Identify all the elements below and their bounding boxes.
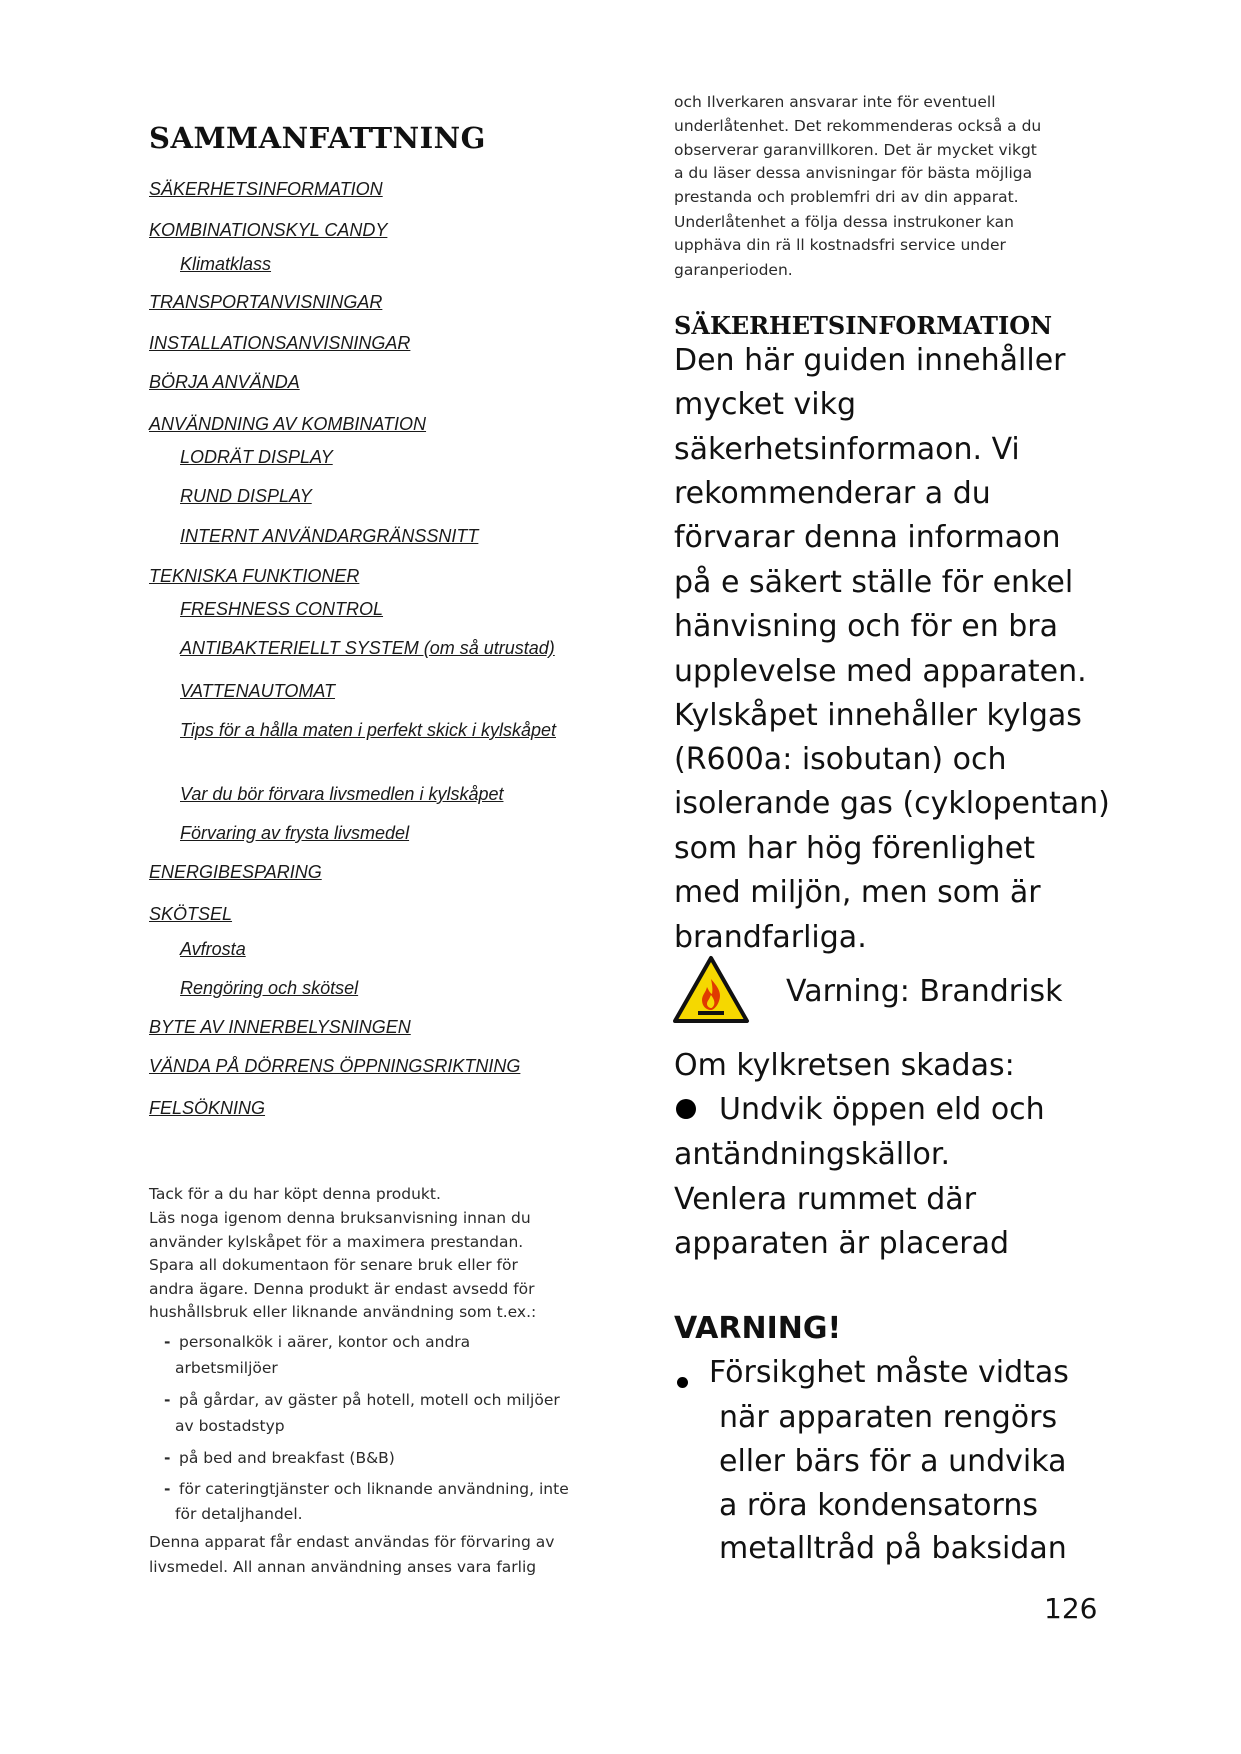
toc-link[interactable]: ANVÄNDNING AV KOMBINATION	[149, 414, 427, 434]
bullet-line: på gårdar, av gäster på hotell, motell och miljöer	[179, 1391, 560, 1409]
bullet-line: personalkök i aärer, kontor och andra	[179, 1333, 471, 1351]
intro-line: Spara all dokumentaon för senare bruk eller för	[149, 1256, 518, 1274]
damage-line: Undvik öppen eld och	[719, 1092, 1045, 1127]
safety-line: isolerande gas (cyklopentan)	[674, 786, 1110, 821]
toc-link[interactable]: FELSÖKNING	[149, 1098, 266, 1118]
toc-link[interactable]: Klimatklass	[180, 254, 272, 274]
damage-line: antändningskällor.	[674, 1137, 951, 1172]
bullet-line: på bed and breakfast (B&B)	[179, 1449, 395, 1467]
toc-link[interactable]: RUND DISPLAY	[180, 486, 312, 506]
intro-line: Läs noga igenom denna bruksanvisning innan du	[149, 1209, 531, 1227]
closing-line: livsmedel. All annan användning anses vara farlig	[149, 1558, 537, 1576]
toc-link[interactable]: SKÖTSEL	[149, 904, 233, 924]
damage-heading: Om kylkretsen skadas:	[674, 1048, 1015, 1083]
body-line: Underlåtenhet a följa dessa instrukoner kan	[674, 213, 1014, 231]
safety-line: rekommenderar a du	[674, 476, 991, 511]
body-line: prestanda och problemfri dri av din apparat.	[674, 188, 1019, 206]
toc-link[interactable]: Tips för a hålla maten i perfekt skick i kylskåpet	[180, 720, 556, 740]
toc-link[interactable]: LODRÄT DISPLAY	[180, 447, 333, 467]
intro-line: andra ägare. Denna produkt är endast avsedd för	[149, 1280, 535, 1298]
toc-link[interactable]: FRESHNESS CONTROL	[180, 599, 384, 619]
toc-link[interactable]: SÄKERHETSINFORMATION	[149, 179, 383, 199]
safety-line: med miljön, men som är	[674, 875, 1041, 910]
body-line: upphäva din rä ll kostnadsfri service under	[674, 236, 1006, 254]
damage-line: Venlera rummet där	[674, 1182, 977, 1217]
toc-link[interactable]: INSTALLATIONSANVISNINGAR	[149, 333, 411, 353]
warning-line: a röra kondensatorns	[719, 1488, 1038, 1523]
toc-title: SAMMANFATTNING	[149, 121, 486, 155]
toc-link[interactable]: VATTENAUTOMAT	[180, 681, 336, 701]
dash-bullet: -	[164, 1391, 171, 1409]
warning-line: när apparaten rengörs	[719, 1400, 1058, 1435]
safety-line: mycket vikg	[674, 387, 857, 422]
warning-line: eller bärs för a undvika	[719, 1444, 1067, 1479]
bullet-line: arbetsmiljöer	[175, 1359, 278, 1377]
body-line: a du läser dessa anvisningar för bästa möjliga	[674, 164, 1033, 182]
bullet-line: för detaljhandel.	[175, 1505, 303, 1523]
dash-bullet: -	[164, 1480, 171, 1498]
flammable-warning-icon	[672, 955, 750, 1025]
body-line: underlåtenhet. Det rekommenderas också a du	[674, 117, 1042, 135]
safety-line: Den här guiden innehåller	[674, 343, 1066, 378]
dash-bullet: -	[164, 1333, 171, 1351]
body-line: garanperioden.	[674, 261, 793, 279]
intro-line: använder kylskåpet för a maximera prestandan.	[149, 1233, 524, 1251]
damage-line: apparaten är placerad	[674, 1226, 1010, 1261]
safety-line: (R600a: isobutan) och	[674, 742, 1007, 777]
warning-label: Varning: Brandrisk	[786, 974, 1063, 1009]
toc-link[interactable]: ENERGIBESPARING	[149, 862, 322, 882]
dash-bullet: -	[164, 1449, 171, 1467]
bullet-line: för cateringtjänster och liknande användning, inte	[179, 1480, 569, 1498]
toc-link[interactable]: BYTE AV INNERBELYSNINGEN	[149, 1017, 411, 1037]
body-line: och Ilverkaren ansvarar inte för eventuell	[674, 93, 996, 111]
toc-link[interactable]: Förvaring av frysta livsmedel	[180, 823, 410, 843]
toc-link[interactable]: VÄNDA PÅ DÖRRENS ÖPPNINGSRIKTNING	[149, 1056, 521, 1076]
closing-line: Denna apparat får endast användas för förvaring av	[149, 1533, 555, 1551]
safety-line: brandfarliga.	[674, 920, 867, 955]
intro-line: hushållsbruk eller liknande användning som t.ex.:	[149, 1303, 537, 1321]
safety-line: säkerhetsinformaon. Vi	[674, 432, 1020, 467]
safety-line: på e säkert ställe för enkel	[674, 565, 1074, 600]
bullet-line: av bostadstyp	[175, 1417, 285, 1435]
warning-line: Försikghet måste vidtas	[709, 1355, 1069, 1390]
page-number: 126	[1044, 1592, 1098, 1625]
warning-heading: VARNING!	[674, 1311, 842, 1346]
warning-line: metalltråd på baksidan	[719, 1531, 1067, 1566]
bullet-dot	[677, 1377, 688, 1388]
toc-link[interactable]: KOMBINATIONSKYL CANDY	[149, 220, 388, 240]
safety-line: förvarar denna informaon	[674, 520, 1061, 555]
bullet-dot	[676, 1099, 696, 1119]
toc-link[interactable]: Avfrosta	[180, 939, 246, 959]
safety-line: upplevelse med apparaten.	[674, 654, 1087, 689]
safety-line: som har hög förenlighet	[674, 831, 1035, 866]
safety-line: Kylskåpet innehåller kylgas	[674, 698, 1082, 733]
section-title: SÄKERHETSINFORMATION	[674, 311, 1053, 340]
safety-line: hänvisning och för en bra	[674, 609, 1059, 644]
toc-link[interactable]: ANTIBAKTERIELLT SYSTEM (om så utrustad)	[180, 638, 555, 658]
toc-link[interactable]: BÖRJA ANVÄNDA	[149, 372, 300, 392]
toc-link[interactable]: INTERNT ANVÄNDARGRÄNSSNITT	[180, 526, 479, 546]
toc-link[interactable]: Var du bör förvara livsmedlen i kylskåpet	[180, 784, 504, 804]
body-line: observerar garanvillkoren. Det är mycket vikgt	[674, 141, 1037, 159]
intro-line: Tack för a du har köpt denna produkt.	[149, 1185, 441, 1203]
toc-link[interactable]: TEKNISKA FUNKTIONER	[149, 566, 360, 586]
toc-link[interactable]: TRANSPORTANVISNINGAR	[149, 292, 383, 312]
toc-link[interactable]: Rengöring och skötsel	[180, 978, 359, 998]
